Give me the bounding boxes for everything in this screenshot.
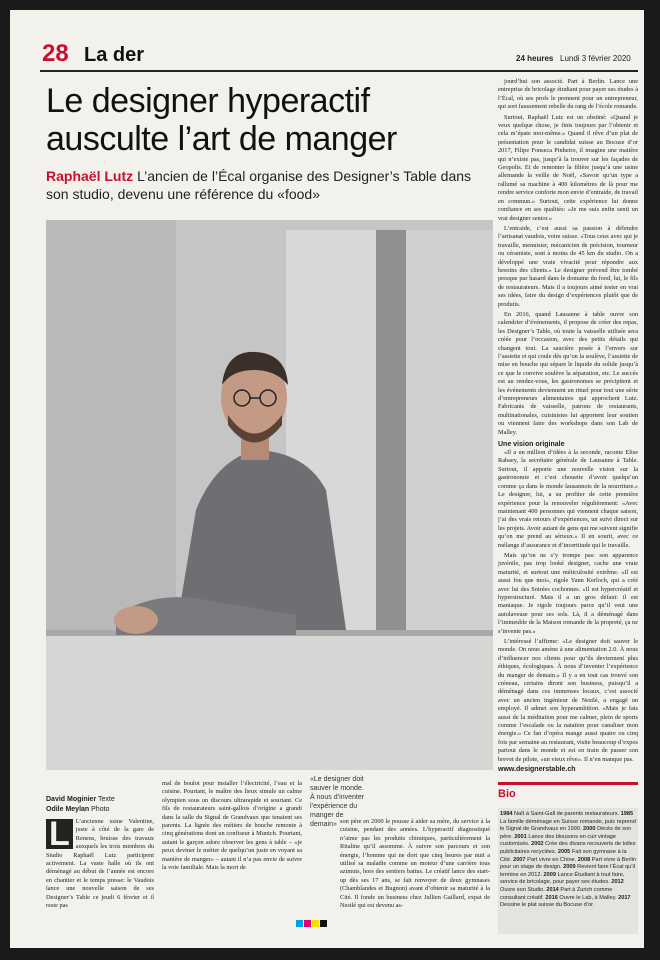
bio-entry: 2005 Fait son gymnase à la Cité. <box>500 848 627 863</box>
issue-date: Lundi 3 février 2020 <box>560 54 631 63</box>
portrait-photo <box>46 220 493 770</box>
bio-entry: 2001 Lance des blousons en cuir vintage customisés. <box>500 833 617 848</box>
masthead: 24 heures <box>516 54 554 63</box>
credit-photo-role: Photo <box>91 806 110 813</box>
website-link[interactable]: www.designerstable.ch <box>498 766 576 773</box>
bio-entry: 2014 Part à Zurich comme consultant créatif. <box>500 886 613 901</box>
lead-name: Raphaël Lutz <box>46 168 134 184</box>
bio-entry: 2016 Ouvre le Lab, à Malley. <box>545 894 617 901</box>
pull-quote: «Le designer doit sauver le monde. À nous d’inventer l’expérience du manger de demain» <box>310 776 365 828</box>
newspaper-page <box>10 10 644 948</box>
column-4-paragraph-5: «Il a un million d’idées à la seconde, raconte Elise Rabaey, la secrétaire générale de Lausanne à Table. Surtout, il apporte une nouvelle vision sur la gastronomie et c’est chouette d’avoir quelqu’un comme ça dans le monde lausannois de la nourriture.» Le designer, lui, a su profiter de cette première expérience pour la renouveler régulièrement: «Avec maintenant 400 personnes qui viennent chaque saison, j’ai des vrais retours d’expériences, un suivi direct sur les projets. Avoir autant de gens qui me suivent signifie qu’on me prend au sérieux.» Il en sourit, avec ce mélange d’assurance et d’incertitude qui le travaille. <box>498 449 638 549</box>
bio-box <box>498 808 638 934</box>
bio-accent-bar <box>498 782 638 785</box>
credit-photo: Odile Meylan <box>46 806 90 813</box>
column-3: son père en 2000 le pousse à aider sa mère, du service à la cuisine, pendant des années. L’hyperactif diagnostiqué n’aime pas les produits chimiques, particulièrement la Ritaline qu’il assomme. À suivre son parcours et son énergie, l’homme qui ne dort que cinq heures par nuit a utilisé sa maladie comme un moteur d’une carrière tous azimuts, hors des sentiers battus. Le créatif lance des start-up dès ses 17 ans, se fait renvoyer de deux gymnases (Chamblandes et Bugnon) avant d’obtenir sa maturité à la Cité. Il fonde un business chez Jullien Gaillard, expat de Nestlé qui est devenu as- <box>340 818 490 910</box>
column-1-text: L’ancienne usine Valentine, juste à côté de la gare de Renens, bruisse des travaux auxquels les trois membres du Studio Raphaël Lutz participent activement. La vaste halle où ils ont déménagé au début de l’année est encore en chantier et le temps presse: le Vaudois lance une nouvelle saison de ses Designer’s Table ce jeudi 6 février et il reste pas <box>46 818 154 910</box>
header-rule <box>40 70 638 72</box>
bio-entry: 2009 Lance Étudiant à tout faire, service de bricolage, pour payer ses études. <box>500 871 625 886</box>
page-number: 28 <box>42 40 69 67</box>
lead-text: L’ancien de l’Écal organise des Designer’s Table dans son studio, devenu une référence du «food» <box>46 168 472 202</box>
photo-credits <box>46 795 136 815</box>
bio-entry: 2008 Part vivre à Berlin pour un stage de design. <box>500 856 636 871</box>
column-4-paragraph-6: Mais qu’on ne s’y trompe pas: son apparence juvénile, pas trop looké designer, cache une vraie maturité, et surtout une méticulosité extrême. «Il est aussi fou que moi», rigole Yann Kerloch, qui a créé avec lui des Soirées cochonnes. «Il est hypercréatif et hyperstructuré. Mais il a un gros défaut: il est maniaque. Je rigole toujours parce qu’il veut une autolaveuse pour ses sols. Là, il a déménagé dans l’immeuble de la Maison romande de la propreté, ça ne s’invente pas.» <box>498 551 638 635</box>
bio-entry: 1984 Naît à Saint-Gall de parents restaurateurs. <box>500 811 620 817</box>
column-1 <box>46 818 154 926</box>
bio-entry: 2009 Revient faire l’Écal qu’il termine en 2012. <box>500 864 635 878</box>
bio-entry: 2012 Ouvre son Studio. <box>500 879 624 893</box>
headline: Le designer hyperactif ausculte l’art de manger <box>46 82 397 158</box>
column-4-paragraph-3: L’entraide, c’est aussi sa passion à défendre l’artisanat vaudois, voire suisse. «Tous ceux avec qui je travaille, menuisier, mécanicien de précision, tourneur ou céramiste, sont à moins de 45 km du studio. On a développé une vraie vivacité pour répondre aux besoins des clients.» Le designer prévend être tombé presque par hasard dans le domaine du food, lui, le fils de restaurateurs. Mais il a toujours aimé tester en vrai ses idées, faire du design d’expériences plutôt que de produits. <box>498 224 638 308</box>
column-4 <box>498 78 638 763</box>
lead-paragraph <box>46 167 486 203</box>
bio-entry: 2017 Dessine le plat suisse du Bocuse d’or. <box>500 894 631 909</box>
bio-entry: 1985 La famille déménage en Suisse romande, puis reprend le Signal de Grandvaux en 1990. <box>500 811 636 833</box>
print-color-marks <box>296 920 328 927</box>
column-4-paragraph-4: En 2016, quand Lausanne à table ouvre son calendrier d’événements, il propose de créer des repas, les Designer’s Table, où toute la vaisselle utilisée sera créée pour l’occasion, avec des petits détails qui changent tout. La saucière posée à l’envers sur l’assiette et qui coule dès qu’on la soulève, l’assiette de mise en bouche qui sépare le liquide du solide jusqu’à ce que le convive soulève la séparation, etc. Le succès est au rendez-vous, les gastronomes se précipitent et les événements deviennent un rituel pour tout une série d’entrepreneurs alimentaires qui approchent Lutz. Fabricants de vaisselle, patrons de restaurants, multinationales, cuisinistes lui apportent leur soutien ou viennent faire des workshops dans son Lab de Malley. <box>498 310 638 436</box>
credit-author-role: Texte <box>98 796 115 803</box>
bio-title: Bio <box>498 788 516 800</box>
section-title: La der <box>84 44 145 66</box>
bio-entry: 2007 Part vivre en Chine. <box>513 856 577 863</box>
column-4-paragraph-2: Surtout, Raphaël Lutz est un obstiné: «Quand je veux quelque chose, je finis toujours par l’obtenir et cela m’épate moi-même.» Quand il rêve d’un plat de présentation pour le candidat suisse au Bocuse d’or 2017, Filipe Fonseca Pinheiro, il imagine une matière qui n’existe pas, jusqu’à la trouver sur les façades de Geopolis. Et de remonter la filière jusqu’à une usine allemande la veille de Noël, «Savoir qu’un type a rallumé sa machine à 400 kilomètres de là pour me rendre service conforte mon envie d’entraide, de travail en commun.» Surtout, cette expérience lui donne confiance en ses qualités: «Je me suis enfin senti un vrai designer senior.» <box>498 113 638 222</box>
bio-entry: 2002 Crée des divans recouverts de toiles publicitaires recyclées. <box>500 841 636 855</box>
column-4-paragraph-7: L’intéressé l’affirme: «Le designer doit sauver le monde. On nous amène à une alimentation 2.0. À nous d’influencer nos clients pour qu’ils deviennent plus éthiques, écologiques. À nous d’inventer l’expérience du manger de demain.» Il y a en tout cas trouvé son créneau, certains diront son business, puisqu’il a déménagé dans ces immenses locaux, c’est associé avec un ancien ingénieur de Nestlé, a engagé un employé. Il admet son hyperambition. «Mais je fais aussi de la méditation pour me calmer, plein de sports comme l’escalade ou la natation pour canaliser mon énergie.» Ce fan d’opéra mange aussi quatre ou cinq fois par semaine au restaurant, visite beaucoup d’expos partout dans le monde et est en train de passer son brevet de pilote, «un vieux rêve». Il n’en manque pas. <box>498 638 638 763</box>
credit-author: David Moginier <box>46 796 97 803</box>
subheading: Une vision originale <box>498 441 565 449</box>
bio-entry: 2000 Décès de son père. <box>500 826 632 840</box>
column-2: mal de boulot pour installer l’électricité, l’eau et la cuisine. Pourtant, le maître des lieux simule un calme olympien sous un discours ultrarapide et souriant. Ce fils de restaurateurs saint-gallois d’origine a grandi dans la salle du Signal de Grandvaux que tenaient ses parents. La lignée des métiers de bouche remonte à cinq générations dont un confiseur à Munich. Pourtant, autant le garçon adore observer les gens à table – «je peux deviner le métier de quelqu’un juste en voyant sa manière de manger» – autant il n’a pas envie de suivre la voie familiale. Mais la mort de <box>162 780 302 872</box>
column-4-paragraph-1: jourd’hui son associé. Part à Berlin. Lance une entreprise de bricolage étudiant pour payer ses études à l’Écal, où ses profs le prennent pour un entrepreneur, qui sort faussement rebelle du rang de l’école romande. <box>498 78 638 111</box>
drop-cap: L <box>46 819 73 849</box>
